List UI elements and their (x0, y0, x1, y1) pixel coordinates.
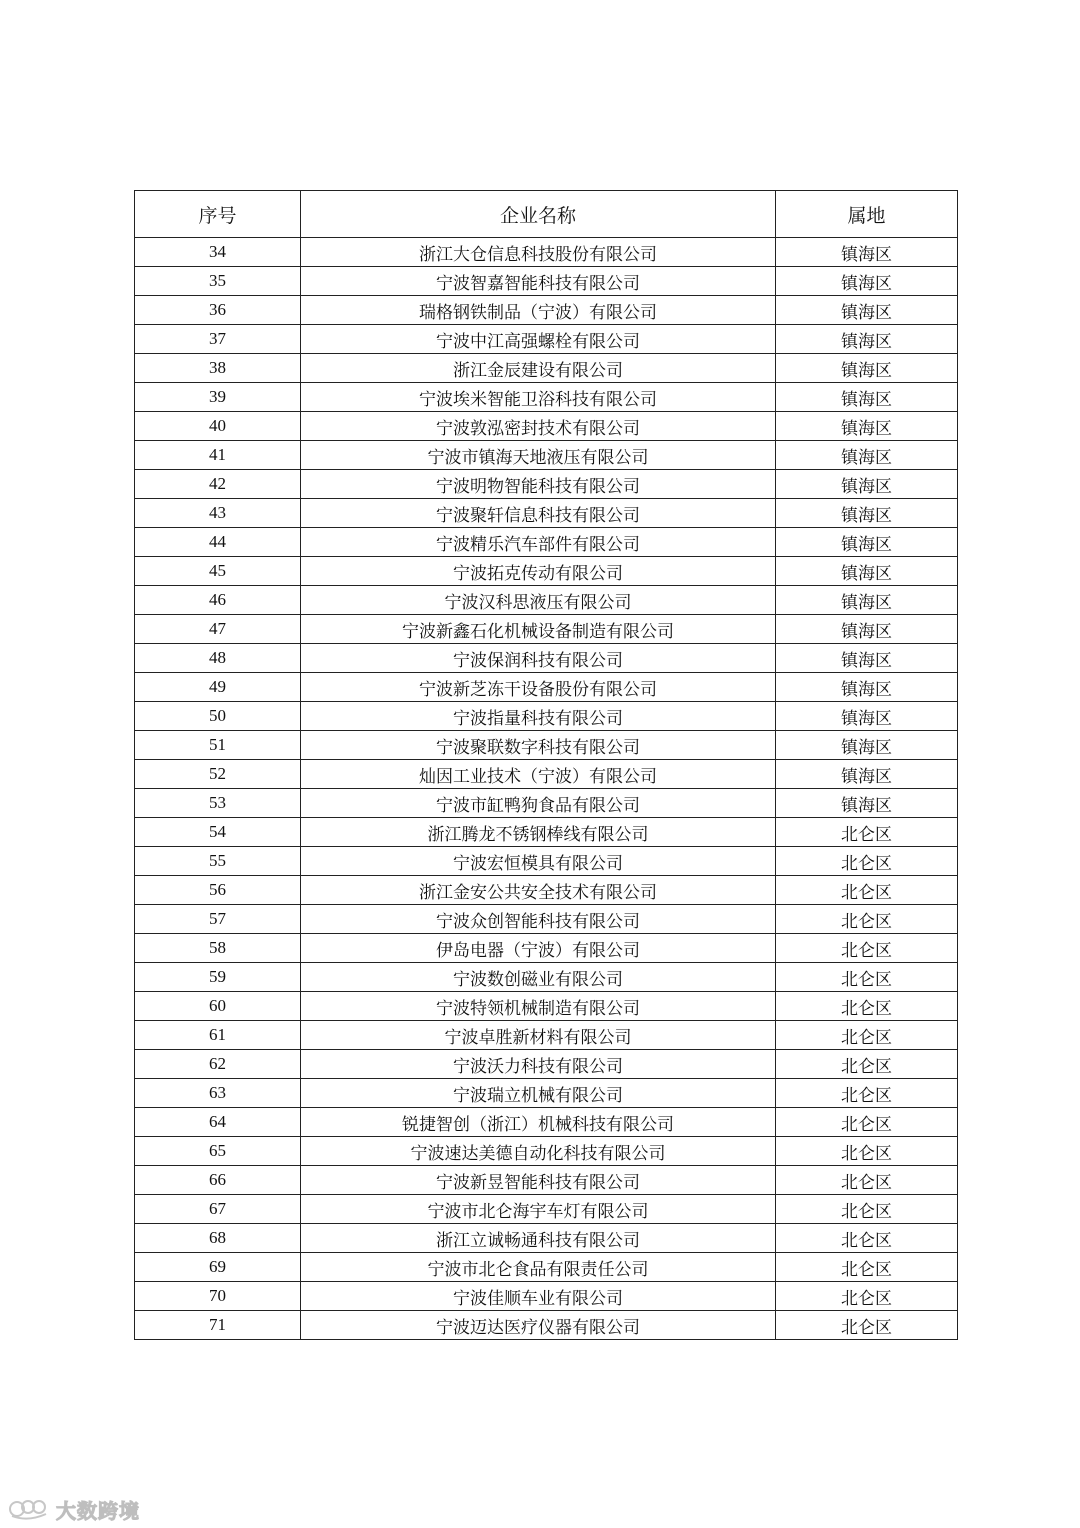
row-location: 北仑区 (776, 847, 958, 876)
row-seq: 49 (135, 673, 301, 702)
row-seq: 37 (135, 325, 301, 354)
table-row (135, 1253, 958, 1282)
row-seq: 54 (135, 818, 301, 847)
row-company-name: 浙江立诚畅通科技有限公司 (301, 1224, 776, 1253)
row-seq: 62 (135, 1050, 301, 1079)
row-seq: 36 (135, 296, 301, 325)
watermark-text: 大数跨境 (56, 1498, 140, 1523)
row-location: 镇海区 (776, 499, 958, 528)
row-location: 镇海区 (776, 528, 958, 557)
table-row (135, 441, 958, 470)
row-location: 镇海区 (776, 267, 958, 296)
table-row (135, 1137, 958, 1166)
header-row (135, 191, 958, 238)
row-seq: 60 (135, 992, 301, 1021)
row-company-name: 宁波市镇海天地液压有限公司 (301, 441, 776, 470)
row-company-name: 宁波瑞立机械有限公司 (301, 1079, 776, 1108)
row-seq: 34 (135, 238, 301, 267)
table-row (135, 876, 958, 905)
table-row (135, 789, 958, 818)
row-seq: 39 (135, 383, 301, 412)
row-location: 镇海区 (776, 702, 958, 731)
row-seq: 67 (135, 1195, 301, 1224)
row-seq: 46 (135, 586, 301, 615)
table-row (135, 1224, 958, 1253)
row-location: 镇海区 (776, 325, 958, 354)
row-location: 镇海区 (776, 441, 958, 470)
row-company-name: 浙江大仓信息科技股份有限公司 (301, 238, 776, 267)
row-company-name: 宁波市北仑海宇车灯有限公司 (301, 1195, 776, 1224)
table-row (135, 296, 958, 325)
row-location: 北仑区 (776, 1108, 958, 1137)
row-company-name: 宁波拓克传动有限公司 (301, 557, 776, 586)
table-row (135, 557, 958, 586)
row-location: 北仑区 (776, 1195, 958, 1224)
row-seq: 65 (135, 1137, 301, 1166)
row-company-name: 宁波明物智能科技有限公司 (301, 470, 776, 499)
row-seq: 61 (135, 1021, 301, 1050)
table-row (135, 412, 958, 441)
row-company-name: 宁波中江高强螺栓有限公司 (301, 325, 776, 354)
table-row (135, 1282, 958, 1311)
row-seq: 57 (135, 905, 301, 934)
table-row (135, 818, 958, 847)
row-company-name: 宁波智嘉智能科技有限公司 (301, 267, 776, 296)
row-location: 镇海区 (776, 238, 958, 267)
table-row (135, 731, 958, 760)
row-company-name: 宁波聚轩信息科技有限公司 (301, 499, 776, 528)
row-seq: 48 (135, 644, 301, 673)
row-location: 北仑区 (776, 963, 958, 992)
row-seq: 69 (135, 1253, 301, 1282)
header-location: 属地 (776, 191, 958, 238)
row-seq: 63 (135, 1079, 301, 1108)
row-company-name: 宁波宏恒模具有限公司 (301, 847, 776, 876)
row-location: 镇海区 (776, 383, 958, 412)
table-row (135, 354, 958, 383)
table-row (135, 267, 958, 296)
table-row (135, 702, 958, 731)
table-row (135, 1079, 958, 1108)
row-seq: 70 (135, 1282, 301, 1311)
row-seq: 40 (135, 412, 301, 441)
row-company-name: 宁波市北仑食品有限责任公司 (301, 1253, 776, 1282)
watermark-logo-icon (8, 1496, 50, 1522)
table-row (135, 1166, 958, 1195)
row-location: 北仑区 (776, 1166, 958, 1195)
row-location: 北仑区 (776, 1253, 958, 1282)
row-seq: 41 (135, 441, 301, 470)
row-company-name: 宁波聚联数字科技有限公司 (301, 731, 776, 760)
table-row (135, 992, 958, 1021)
row-company-name: 宁波新鑫石化机械设备制造有限公司 (301, 615, 776, 644)
row-company-name: 宁波卓胜新材料有限公司 (301, 1021, 776, 1050)
row-company-name: 伊岛电器（宁波）有限公司 (301, 934, 776, 963)
row-company-name: 宁波速达美德自动化科技有限公司 (301, 1137, 776, 1166)
row-seq: 64 (135, 1108, 301, 1137)
row-location: 北仑区 (776, 905, 958, 934)
row-location: 北仑区 (776, 992, 958, 1021)
table-row (135, 1195, 958, 1224)
row-seq: 59 (135, 963, 301, 992)
row-company-name: 宁波保润科技有限公司 (301, 644, 776, 673)
row-location: 镇海区 (776, 673, 958, 702)
row-company-name: 宁波迈达医疗仪器有限公司 (301, 1311, 776, 1340)
row-seq: 66 (135, 1166, 301, 1195)
row-seq: 52 (135, 760, 301, 789)
row-location: 北仑区 (776, 1079, 958, 1108)
row-location: 北仑区 (776, 1311, 958, 1340)
row-seq: 38 (135, 354, 301, 383)
row-seq: 43 (135, 499, 301, 528)
table-row (135, 238, 958, 267)
row-location: 镇海区 (776, 296, 958, 325)
table-row (135, 847, 958, 876)
row-seq: 45 (135, 557, 301, 586)
row-location: 镇海区 (776, 789, 958, 818)
table-row (135, 383, 958, 412)
row-company-name: 宁波敦泓密封技术有限公司 (301, 412, 776, 441)
row-company-name: 宁波埃米智能卫浴科技有限公司 (301, 383, 776, 412)
row-location: 北仑区 (776, 1021, 958, 1050)
header-company-name: 企业名称 (301, 191, 776, 238)
row-seq: 44 (135, 528, 301, 557)
row-seq: 50 (135, 702, 301, 731)
row-location: 镇海区 (776, 731, 958, 760)
row-company-name: 浙江金辰建设有限公司 (301, 354, 776, 383)
row-company-name: 宁波精乐汽车部件有限公司 (301, 528, 776, 557)
row-seq: 68 (135, 1224, 301, 1253)
table-row (135, 1021, 958, 1050)
row-location: 北仑区 (776, 934, 958, 963)
row-company-name: 灿因工业技术（宁波）有限公司 (301, 760, 776, 789)
table-row (135, 586, 958, 615)
header-seq: 序号 (135, 191, 301, 238)
table-row (135, 963, 958, 992)
row-company-name: 瑞格钢铁制品（宁波）有限公司 (301, 296, 776, 325)
row-location: 北仑区 (776, 818, 958, 847)
row-company-name: 浙江腾龙不锈钢棒线有限公司 (301, 818, 776, 847)
row-company-name: 宁波众创智能科技有限公司 (301, 905, 776, 934)
table-row (135, 1108, 958, 1137)
table-row (135, 1311, 958, 1340)
row-location: 镇海区 (776, 354, 958, 383)
row-company-name: 宁波新昱智能科技有限公司 (301, 1166, 776, 1195)
row-location: 镇海区 (776, 644, 958, 673)
row-seq: 51 (135, 731, 301, 760)
row-seq: 55 (135, 847, 301, 876)
table-row (135, 760, 958, 789)
table-row (135, 905, 958, 934)
table-row (135, 499, 958, 528)
row-location: 镇海区 (776, 586, 958, 615)
table-row (135, 615, 958, 644)
table-body (135, 238, 958, 1340)
table-row (135, 1050, 958, 1079)
table-row (135, 325, 958, 354)
table-row (135, 644, 958, 673)
table-row (135, 470, 958, 499)
table-row (135, 528, 958, 557)
row-company-name: 浙江金安公共安全技术有限公司 (301, 876, 776, 905)
row-seq: 53 (135, 789, 301, 818)
row-location: 北仑区 (776, 1224, 958, 1253)
row-location: 镇海区 (776, 760, 958, 789)
row-location: 镇海区 (776, 557, 958, 586)
row-company-name: 宁波沃力科技有限公司 (301, 1050, 776, 1079)
table-row (135, 673, 958, 702)
row-seq: 58 (135, 934, 301, 963)
row-company-name: 宁波佳顺车业有限公司 (301, 1282, 776, 1311)
row-company-name: 宁波新芝冻干设备股份有限公司 (301, 673, 776, 702)
row-seq: 71 (135, 1311, 301, 1340)
table-row (135, 934, 958, 963)
row-location: 北仑区 (776, 1137, 958, 1166)
row-location: 镇海区 (776, 615, 958, 644)
row-seq: 56 (135, 876, 301, 905)
row-location: 北仑区 (776, 876, 958, 905)
row-seq: 35 (135, 267, 301, 296)
row-company-name: 宁波汉科思液压有限公司 (301, 586, 776, 615)
row-company-name: 宁波数创磁业有限公司 (301, 963, 776, 992)
row-seq: 47 (135, 615, 301, 644)
row-company-name: 宁波特领机械制造有限公司 (301, 992, 776, 1021)
row-location: 镇海区 (776, 412, 958, 441)
row-company-name: 宁波市缸鸭狗食品有限公司 (301, 789, 776, 818)
row-seq: 42 (135, 470, 301, 499)
row-location: 北仑区 (776, 1050, 958, 1079)
row-company-name: 锐捷智创（浙江）机械科技有限公司 (301, 1108, 776, 1137)
company-table (134, 190, 958, 1340)
row-location: 北仑区 (776, 1282, 958, 1311)
table-header (135, 191, 958, 238)
row-location: 镇海区 (776, 470, 958, 499)
watermark (8, 1494, 140, 1524)
row-company-name: 宁波指量科技有限公司 (301, 702, 776, 731)
